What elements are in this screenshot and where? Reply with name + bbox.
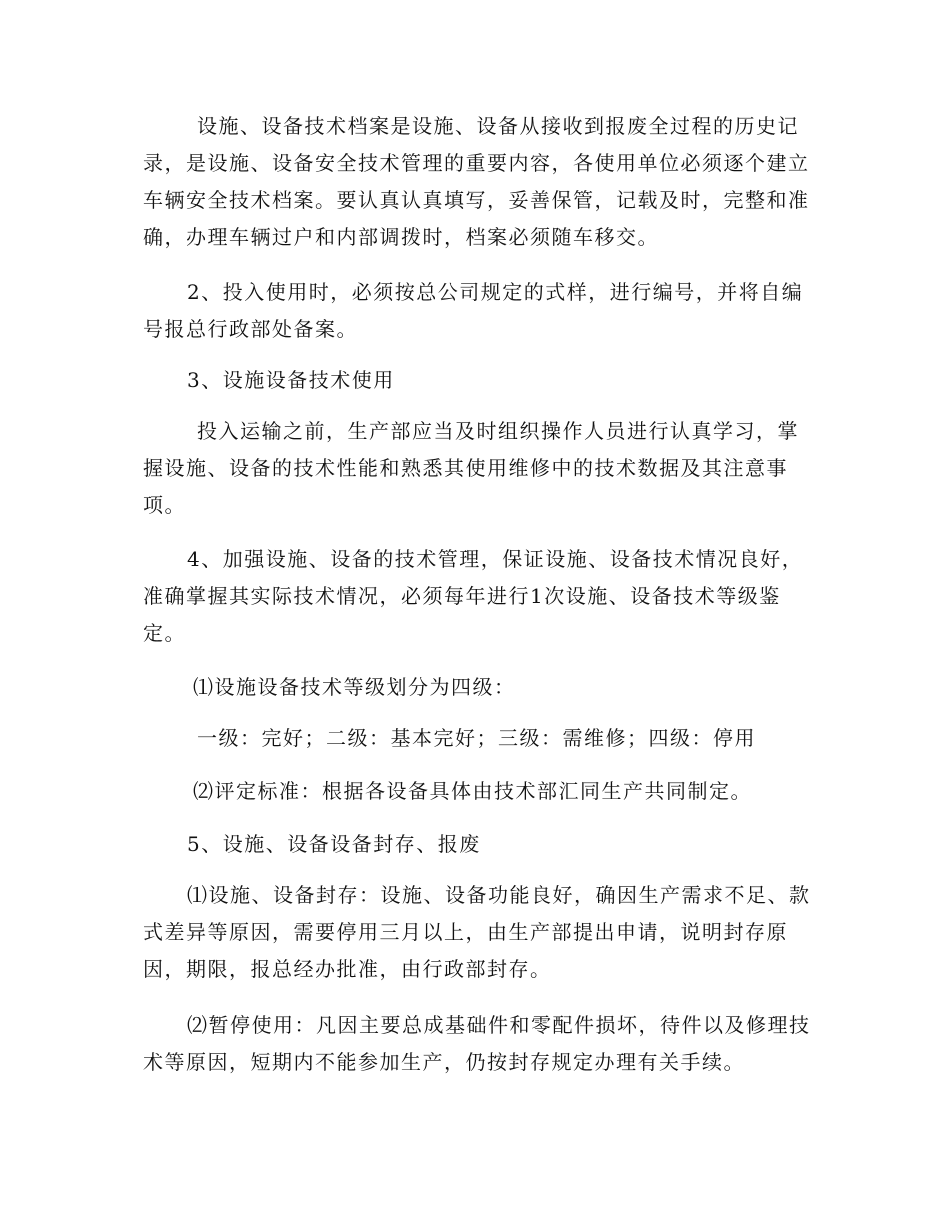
paragraph-sealed-storage: ⑴设施、设备封存：设施、设备功能良好，确因生产需求不足、款式差异等原因，需要停用三月以上，由生产部提出申请，说明封存原因，期限，报总经办批准，由行政部封存。 — [143, 883, 811, 981]
subitem-1-grade-levels: ⑴设施设备技术等级划分为四级： — [193, 675, 516, 699]
paragraph-item-2-numbering: 2、投入使用时，必须按总公司规定的式样，进行编号，并将自编号报总行政部处备案。 — [143, 280, 804, 341]
paragraph-before-operation: 投入运输之前，生产部应当及时组织操作人员进行认真学习，掌握设施、设备的技术性能和熟悉其使用维修中的技术数据及其注意事项。 — [143, 419, 799, 517]
grade-levels-list: 一级：完好；二级：基本完好；三级：需维修；四级：停用 — [197, 726, 756, 750]
subitem-2-evaluation-standard: ⑵评定标准：根据各设备具体由技术部汇同生产共同制定。 — [193, 779, 752, 803]
paragraph-suspend-use: ⑵暂停使用：凡因主要总成基础件和零配件损坏，待件以及修理技术等原因，短期内不能参加生产，仍按封存规定办理有关手续。 — [143, 1013, 811, 1074]
paragraph-technical-archives: 设施、设备技术档案是设施、设备从接收到报废全过程的历史记录，是设施、设备安全技术管理的重要内容，各使用单位必须逐个建立车辆安全技术档案。要认真认真填写，妥善保管，记载及时，完整和准确，办理车辆过户和内部调拨时，档案必须随车移交。 — [143, 114, 810, 249]
heading-item-5-storage-scrap: 5、设施、设备设备封存、报废 — [187, 832, 481, 856]
paragraph-item-4-grading: 4、加强设施、设备的技术管理，保证设施、设备技术情况良好，准确掌握其实际技术情况，必须每年进行1次设施、设备技术等级鉴定。 — [143, 547, 804, 645]
heading-item-3-usage: 3、设施设备技术使用 — [187, 368, 395, 392]
